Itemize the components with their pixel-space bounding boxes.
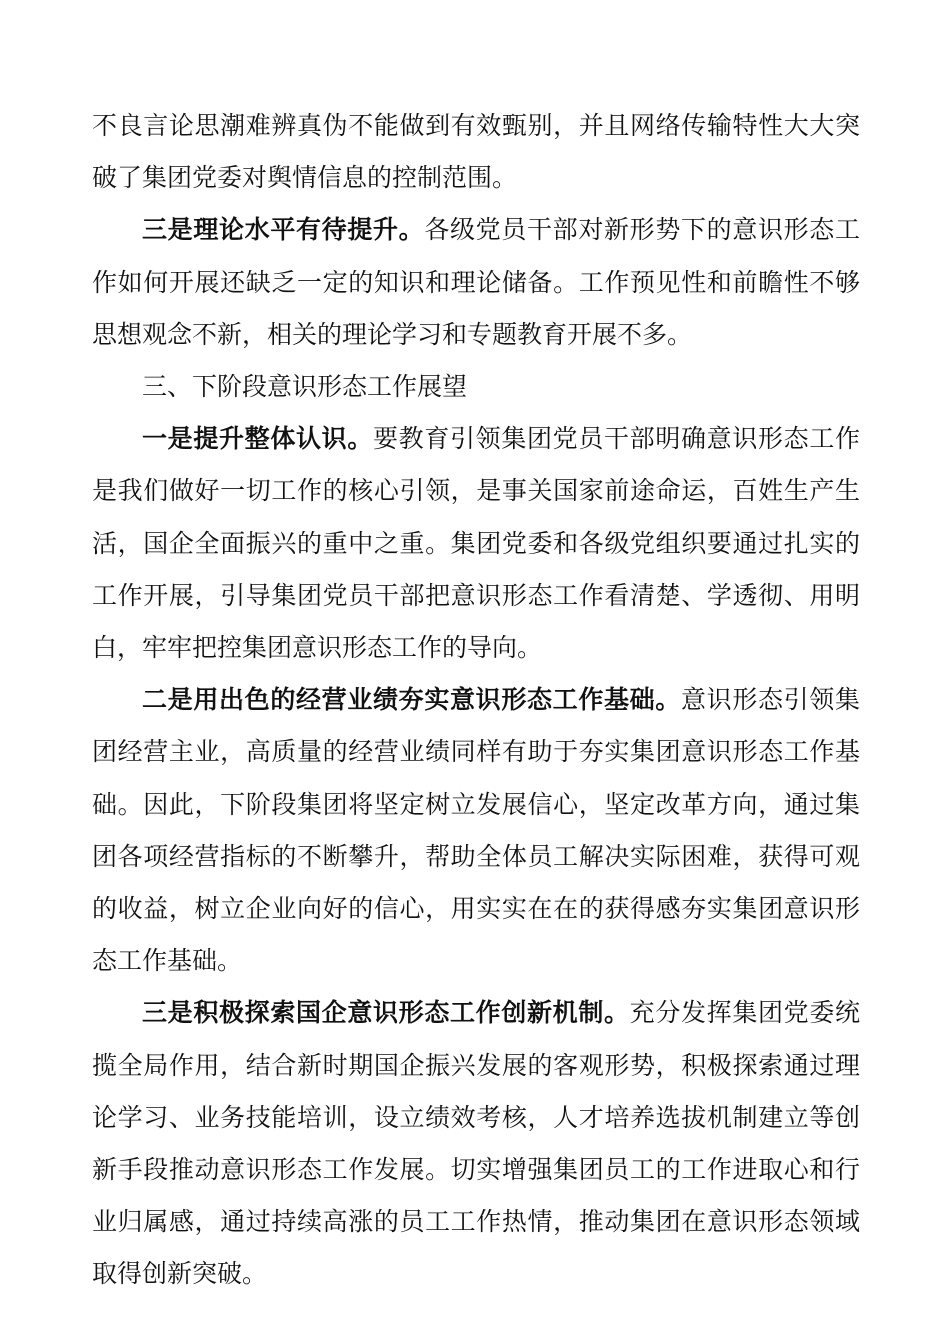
paragraph-overall-awareness (92, 413, 860, 674)
paragraph-continuation (92, 100, 860, 204)
paragraph-text: 要教育引领集团党员干部明确意识形态工作是我们做好一切工作的核心引领，是事关国家前途命运，百姓生产生活，国企全面振兴的重中之重。集团党委和各级党组织要通过扎实的工作开展，引导集团党员干部把意识形态工作看清楚、学透彻、用明白，牢牢把控集团意识形态工作的导向。 (92, 424, 860, 663)
paragraph-text: 各级党员干部对新形势下的意识形态工作如何开展还缺乏一定的知识和理论储备。工作预见性和前瞻性不够思想观念不新，相关的理论学习和专题教育开展不多。 (92, 215, 860, 349)
section-heading-text: 三、下阶段意识形态工作展望 (142, 372, 468, 402)
paragraph-lead: 一是提升整体认识。 (142, 424, 373, 454)
paragraph-business-performance (92, 674, 860, 987)
paragraph-lead: 二是用出色的经营业绩夯实意识形态工作基础。 (142, 685, 681, 715)
document-page (92, 100, 860, 1301)
paragraph-lead: 三是积极探索国企意识形态工作创新机制。 (142, 998, 630, 1028)
paragraph-innovation-mechanism (92, 987, 860, 1300)
section-heading (92, 361, 860, 413)
paragraph-text: 不良言论思潮难辨真伪不能做到有效甄别，并且网络传输特性大大突破了集团党委对舆情信息的控制范围。 (92, 111, 860, 193)
paragraph-text: 意识形态引领集团经营主业，高质量的经营业绩同样有助于夯实集团意识形态工作基础。因此，下阶段集团将坚定树立发展信心，坚定改革方向，通过集团各项经营指标的不断攀升，帮助全体员工解决实际困难，获得可观的收益，树立企业向好的信心，用实实在在的获得感夯实集团意识形态工作基础。 (92, 685, 860, 976)
paragraph-theory-level (92, 204, 860, 361)
paragraph-text: 充分发挥集团党委统揽全局作用，结合新时期国企振兴发展的客观形势，积极探索通过理论学习、业务技能培训，设立绩效考核，人才培养选拔机制建立等创新手段推动意识形态工作发展。切实增强集团员工的工作进取心和行业归属感，通过持续高涨的员工工作热情，推动集团在意识形态领域取得创新突破。 (92, 998, 860, 1289)
paragraph-lead: 三是理论水平有待提升。 (142, 215, 425, 245)
